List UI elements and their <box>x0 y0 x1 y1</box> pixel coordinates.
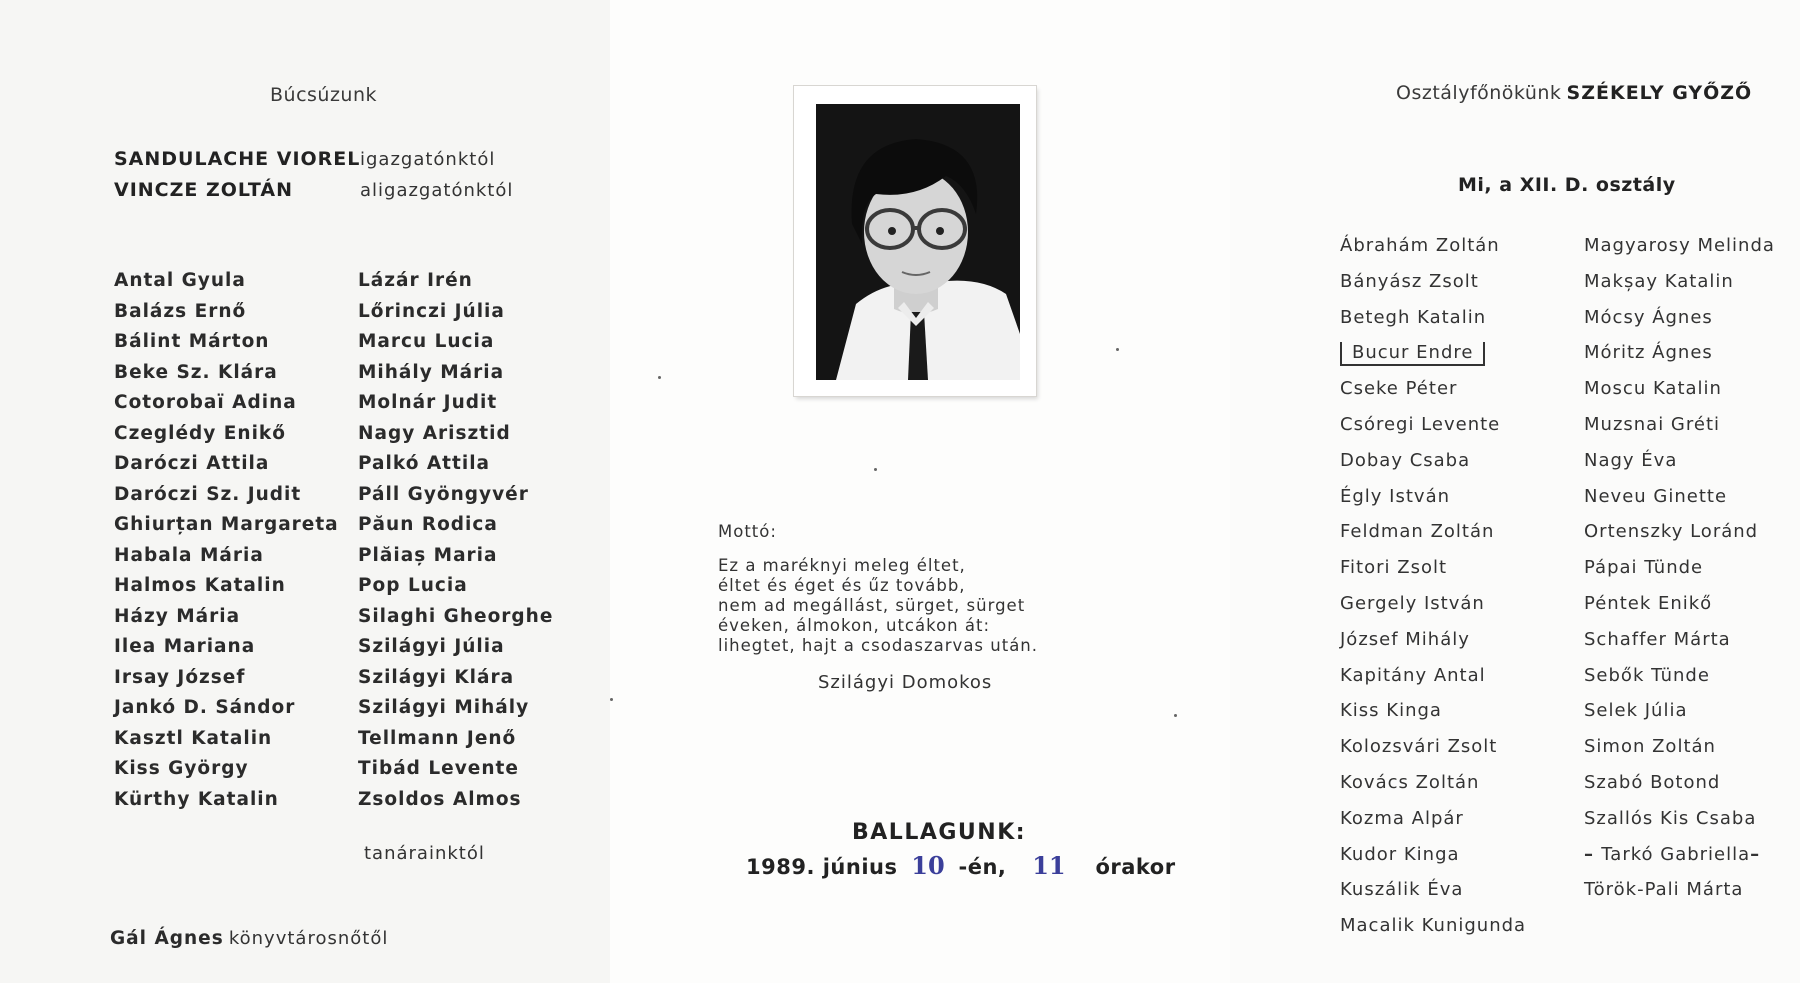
principal-role: igazgatónktól <box>360 149 496 170</box>
student-name: Ortenszky Loránd <box>1584 521 1759 543</box>
student-name: Nagy Éva <box>1584 449 1678 471</box>
date-suffix: órakor <box>1095 855 1176 879</box>
motto-poem <box>718 556 1038 656</box>
student-name: Cseke Péter <box>1340 378 1458 400</box>
motto-line: éveken, álmokon, utcákon át: <box>718 616 991 635</box>
date-hour-handwritten: 11 <box>1032 851 1066 880</box>
teacher-name: Irsay József <box>114 666 246 688</box>
student-name: Moscu Katalin <box>1584 378 1722 400</box>
motto-author: Szilágyi Domokos <box>818 672 993 693</box>
paper-speck <box>874 468 877 471</box>
teachers-column-2 <box>358 266 553 815</box>
student-name: Kuszálik Éva <box>1340 879 1464 901</box>
student-name: Betegh Katalin <box>1340 306 1487 328</box>
teacher-name: Tellmann Jenő <box>358 727 517 749</box>
date-day-handwritten: 10 <box>911 851 945 880</box>
dash-mark: – <box>1750 843 1761 865</box>
teacher-name: Balázs Ernő <box>114 300 247 322</box>
class-teacher-name: SZÉKELY GYŐZŐ <box>1566 82 1753 104</box>
student-name: Magyarosy Melinda <box>1584 235 1775 256</box>
teacher-name: Daróczi Attila <box>114 453 270 474</box>
teacher-name: Szilágyi Mihály <box>358 697 530 718</box>
student-name: Makșay Katalin <box>1584 270 1734 292</box>
teacher-name: Daróczi Sz. Judit <box>114 483 302 505</box>
student-name: Sebők Tünde <box>1584 664 1710 686</box>
teachers-column-1 <box>114 266 339 815</box>
student-name: Pápai Tünde <box>1584 557 1704 579</box>
librarian-name: Gál Ágnes <box>110 928 224 949</box>
teacher-name: Plăiaș Maria <box>358 544 498 566</box>
teacher-name: Lázár Irén <box>358 270 473 291</box>
teacher-name: Pop Lucia <box>358 575 468 596</box>
motto-line: Ez a maréknyi meleg éltet, <box>718 556 966 575</box>
teacher-name: Silaghi Gheorghe <box>358 605 554 627</box>
vice-principal-name: VINCZE ZOLTÁN <box>114 179 293 201</box>
student-name: Neveu Ginette <box>1584 485 1728 507</box>
student-name: Dobay Csaba <box>1340 449 1471 471</box>
student-name: Kudor Kinga <box>1340 843 1460 865</box>
librarian-role: könyvtárosnőtől <box>228 928 389 949</box>
paper-speck <box>1174 714 1177 717</box>
teacher-name: Kürthy Katalin <box>114 788 279 810</box>
teacher-name: Marcu Lucia <box>358 331 495 352</box>
teacher-name: Antal Gyula <box>114 270 246 291</box>
student-name: Móritz Ágnes <box>1584 342 1713 364</box>
teachers-label: tanárainktól <box>364 843 485 864</box>
teacher-name: Páll Gyöngyvér <box>358 483 529 505</box>
teacher-name: Ilea Mariana <box>114 636 256 657</box>
vice-principal-role: aligazgatónktól <box>360 180 514 201</box>
teacher-name: Nagy Arisztid <box>358 422 511 444</box>
date-prefix: 1989. június <box>746 855 898 879</box>
farewell-heading: Búcsúzunk <box>270 84 378 106</box>
student-name: Feldman Zoltán <box>1340 521 1495 543</box>
student-name: Bányász Zsolt <box>1340 270 1479 292</box>
left-panel <box>0 0 610 983</box>
teacher-name: Habala Mária <box>114 544 264 566</box>
teacher-name: Palkó Attila <box>358 453 491 474</box>
student-name: Gergely István <box>1340 592 1485 614</box>
paper-speck <box>1116 348 1119 351</box>
students-column-2 <box>1584 228 1775 908</box>
date-mid: -én, <box>958 855 1007 879</box>
teacher-name: Tibád Levente <box>358 758 519 779</box>
motto-line: nem ad megállást, sürget, sürget <box>718 596 1026 615</box>
student-name: Török-Pali Márta <box>1584 879 1744 901</box>
teacher-name: Cotorobaï Adina <box>114 392 297 413</box>
student-name-marked <box>1584 837 1775 873</box>
teacher-name: Molnár Judit <box>358 392 498 413</box>
student-name: Égly István <box>1340 485 1451 507</box>
student-name: Muzsnai Gréti <box>1584 413 1721 435</box>
graduation-date <box>746 851 1176 880</box>
graduation-title: BALLAGUNK: <box>852 820 1027 845</box>
student-name: Péntek Enikő <box>1584 592 1713 614</box>
motto-line: lihegtet, hajt a csodaszarvas után. <box>718 636 1039 655</box>
student-name: Schaffer Márta <box>1584 628 1731 650</box>
portrait-photo-frame <box>794 86 1036 396</box>
teacher-name: Házy Mária <box>114 605 241 627</box>
class-teacher-label: Osztályfőnökünk <box>1396 82 1562 104</box>
teacher-name: Păun Rodica <box>358 514 498 535</box>
student-name: Kozma Alpár <box>1340 807 1464 829</box>
motto-line: éltet és éget és űz tovább, <box>718 576 966 595</box>
student-name: Kapitány Antal <box>1340 664 1486 686</box>
student-name: Fitori Zsolt <box>1340 557 1448 579</box>
teacher-name: Beke Sz. Klára <box>114 361 278 383</box>
student-name: Csóregi Levente <box>1340 413 1501 435</box>
marked-student: Tarkó Gabriella <box>1601 843 1751 865</box>
dash-mark: – <box>1584 843 1602 865</box>
portrait-image <box>816 104 1020 380</box>
student-name: Szabó Botond <box>1584 771 1721 793</box>
teacher-name: Lőrinczi Júlia <box>358 300 505 322</box>
portrait-photo <box>816 104 1020 380</box>
teacher-name: Jankó D. Sándor <box>114 697 296 718</box>
student-name: Szallós Kis Csaba <box>1584 807 1757 829</box>
paper-speck <box>610 698 613 701</box>
teacher-name: Kasztl Katalin <box>114 727 273 749</box>
teacher-name: Szilágyi Júlia <box>358 636 505 657</box>
class-title: Mi, a XII. D. osztály <box>1458 174 1676 196</box>
teacher-name: Bálint Márton <box>114 331 270 352</box>
student-name: Mócsy Ágnes <box>1584 306 1713 328</box>
students-column-1 <box>1340 228 1526 944</box>
student-name: Selek Júlia <box>1584 700 1688 722</box>
student-name: József Mihály <box>1340 628 1470 650</box>
student-name: Macalik Kunigunda <box>1340 915 1527 937</box>
teacher-name: Szilágyi Klára <box>358 666 515 688</box>
student-name: Kovács Zoltán <box>1340 771 1480 793</box>
class-teacher-line <box>1396 82 1752 104</box>
student-name: Kolozsvári Zsolt <box>1340 736 1498 758</box>
principal-name: SANDULACHE VIOREL <box>114 148 361 170</box>
memorial-box: Bucur Endre <box>1340 342 1485 366</box>
right-panel <box>1230 0 1800 983</box>
teacher-name: Ghiurțan Margareta <box>114 514 339 535</box>
teacher-name: Halmos Katalin <box>114 575 286 596</box>
student-name-memorial <box>1340 335 1526 371</box>
teacher-name: Kiss György <box>114 758 249 779</box>
paper-speck <box>658 376 661 379</box>
student-name: Ábrahám Zoltán <box>1340 235 1500 256</box>
teacher-name: Czeglédy Enikő <box>114 422 286 444</box>
student-name: Kiss Kinga <box>1340 700 1442 722</box>
teacher-name: Zsoldos Almos <box>358 788 522 810</box>
teacher-name: Mihály Mária <box>358 361 505 383</box>
librarian-line <box>110 924 388 955</box>
student-name: Simon Zoltán <box>1584 736 1716 758</box>
motto-label: Mottó: <box>718 522 777 541</box>
